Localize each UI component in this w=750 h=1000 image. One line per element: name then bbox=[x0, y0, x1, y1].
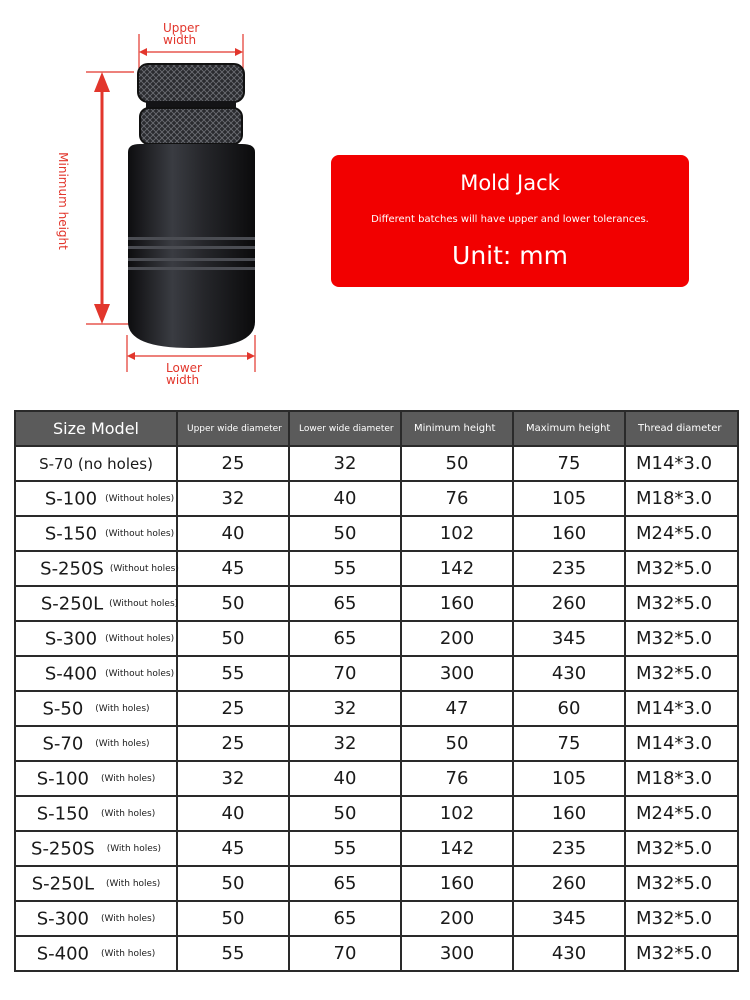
model-cell bbox=[15, 936, 177, 971]
header-thread-diameter: Thread diameter bbox=[625, 411, 738, 446]
model-note: (With holes) bbox=[101, 773, 156, 784]
table-row bbox=[15, 796, 738, 831]
table-row bbox=[15, 761, 738, 796]
model-cell bbox=[15, 866, 177, 901]
thread-cell: M14*3.0 bbox=[625, 691, 738, 726]
product-illustration bbox=[0, 0, 320, 400]
model-name: S-250S bbox=[31, 838, 95, 860]
upper-cell: 55 bbox=[177, 656, 289, 691]
lower-cell: 65 bbox=[289, 901, 401, 936]
header-size-model: Size Model bbox=[15, 411, 177, 446]
min-cell: 300 bbox=[401, 936, 513, 971]
mold-jack-drawing bbox=[0, 0, 320, 400]
model-name: S-250S bbox=[40, 558, 104, 580]
lower-cell: 65 bbox=[289, 586, 401, 621]
table-row bbox=[15, 831, 738, 866]
model-note: (With holes) bbox=[106, 843, 161, 854]
min-cell: 47 bbox=[401, 691, 513, 726]
table-row bbox=[15, 516, 738, 551]
max-cell: 345 bbox=[513, 901, 625, 936]
lower-cell: 70 bbox=[289, 936, 401, 971]
table-row bbox=[15, 691, 738, 726]
model-cell bbox=[15, 516, 177, 551]
model-name: S-300 bbox=[36, 908, 89, 930]
spec-table bbox=[14, 410, 739, 972]
model-name: S-70 (no holes) bbox=[39, 455, 153, 473]
lower-cell: 65 bbox=[289, 621, 401, 656]
tolerance-note: Different batches will have upper and lower tolerances. bbox=[371, 214, 649, 225]
model-cell bbox=[15, 551, 177, 586]
table-row bbox=[15, 901, 738, 936]
model-note: (Without holes) bbox=[109, 598, 179, 609]
model-cell bbox=[15, 446, 177, 481]
thread-cell: M32*5.0 bbox=[625, 551, 738, 586]
lower-cell: 32 bbox=[289, 726, 401, 761]
thread-cell: M24*5.0 bbox=[625, 516, 738, 551]
thread-cell: M24*5.0 bbox=[625, 796, 738, 831]
lower-cell: 65 bbox=[289, 866, 401, 901]
table-row bbox=[15, 621, 738, 656]
min-cell: 300 bbox=[401, 656, 513, 691]
thread-cell: M32*5.0 bbox=[625, 621, 738, 656]
lower-cell: 50 bbox=[289, 796, 401, 831]
max-cell: 260 bbox=[513, 866, 625, 901]
min-cell: 76 bbox=[401, 481, 513, 516]
max-cell: 430 bbox=[513, 936, 625, 971]
thread-cell: M32*5.0 bbox=[625, 901, 738, 936]
header-upper-diameter: Upper wide diameter bbox=[177, 411, 289, 446]
upper-cell: 40 bbox=[177, 516, 289, 551]
thread-cell: M14*3.0 bbox=[625, 446, 738, 481]
lower-cell: 40 bbox=[289, 761, 401, 796]
lower-cell: 32 bbox=[289, 446, 401, 481]
upper-cell: 32 bbox=[177, 481, 289, 516]
thread-cell: M32*5.0 bbox=[625, 831, 738, 866]
min-cell: 160 bbox=[401, 586, 513, 621]
upper-cell: 32 bbox=[177, 761, 289, 796]
min-cell: 160 bbox=[401, 866, 513, 901]
max-cell: 345 bbox=[513, 621, 625, 656]
model-note: (Without holes) bbox=[105, 528, 175, 539]
thread-cell: M18*3.0 bbox=[625, 761, 738, 796]
upper-cell: 25 bbox=[177, 726, 289, 761]
upper-width-label: Upper width bbox=[163, 21, 200, 47]
model-note: (Without holes) bbox=[105, 668, 175, 679]
lower-cell: 70 bbox=[289, 656, 401, 691]
min-cell: 200 bbox=[401, 621, 513, 656]
header-maximum-height: Maximum height bbox=[513, 411, 625, 446]
thread-cell: M32*5.0 bbox=[625, 936, 738, 971]
max-cell: 260 bbox=[513, 586, 625, 621]
upper-cell: 25 bbox=[177, 446, 289, 481]
table-row bbox=[15, 586, 738, 621]
model-note: (With holes) bbox=[95, 703, 150, 714]
model-cell bbox=[15, 831, 177, 866]
upper-cell: 50 bbox=[177, 586, 289, 621]
upper-cell: 45 bbox=[177, 831, 289, 866]
model-cell bbox=[15, 621, 177, 656]
min-cell: 50 bbox=[401, 726, 513, 761]
upper-cell: 50 bbox=[177, 621, 289, 656]
max-cell: 60 bbox=[513, 691, 625, 726]
model-name: S-70 bbox=[42, 733, 84, 755]
model-note: (Without holes) bbox=[105, 493, 175, 504]
model-name: S-250L bbox=[40, 593, 104, 615]
model-cell bbox=[15, 656, 177, 691]
product-title: Mold Jack bbox=[460, 171, 560, 195]
upper-cell: 45 bbox=[177, 551, 289, 586]
model-note: (Without holes) bbox=[105, 633, 175, 644]
min-cell: 142 bbox=[401, 551, 513, 586]
max-cell: 430 bbox=[513, 656, 625, 691]
max-cell: 105 bbox=[513, 481, 625, 516]
header-lower-diameter: Lower wide diameter bbox=[289, 411, 401, 446]
upper-cell: 40 bbox=[177, 796, 289, 831]
table-header-row bbox=[15, 411, 738, 446]
table-row bbox=[15, 656, 738, 691]
max-cell: 160 bbox=[513, 516, 625, 551]
min-cell: 76 bbox=[401, 761, 513, 796]
min-cell: 50 bbox=[401, 446, 513, 481]
thread-cell: M32*5.0 bbox=[625, 656, 738, 691]
max-cell: 105 bbox=[513, 761, 625, 796]
model-name: S-100 bbox=[36, 768, 89, 790]
table-row bbox=[15, 446, 738, 481]
upper-cell: 55 bbox=[177, 936, 289, 971]
table-row bbox=[15, 936, 738, 971]
model-name: S-400 bbox=[44, 663, 98, 685]
model-note: (With holes) bbox=[101, 948, 156, 959]
model-name: S-100 bbox=[44, 488, 98, 510]
model-name: S-50 bbox=[42, 698, 84, 720]
max-cell: 235 bbox=[513, 831, 625, 866]
model-cell bbox=[15, 691, 177, 726]
upper-cell: 50 bbox=[177, 866, 289, 901]
lower-cell: 55 bbox=[289, 831, 401, 866]
model-name: S-300 bbox=[44, 628, 98, 650]
thread-cell: M14*3.0 bbox=[625, 726, 738, 761]
table-row bbox=[15, 551, 738, 586]
model-note: (With holes) bbox=[101, 808, 156, 819]
lower-cell: 50 bbox=[289, 516, 401, 551]
thread-cell: M32*5.0 bbox=[625, 866, 738, 901]
model-note: (With holes) bbox=[106, 878, 161, 889]
unit-label: Unit: mm bbox=[452, 241, 568, 270]
table-row bbox=[15, 481, 738, 516]
model-cell bbox=[15, 761, 177, 796]
model-note: (With holes) bbox=[95, 738, 150, 749]
min-cell: 200 bbox=[401, 901, 513, 936]
model-cell bbox=[15, 901, 177, 936]
model-name: S-150 bbox=[36, 803, 89, 825]
minimum-height-label: Minimum height bbox=[56, 152, 70, 250]
thread-cell: M18*3.0 bbox=[625, 481, 738, 516]
min-cell: 102 bbox=[401, 516, 513, 551]
thread-cell: M32*5.0 bbox=[625, 586, 738, 621]
model-cell bbox=[15, 586, 177, 621]
header-minimum-height: Minimum height bbox=[401, 411, 513, 446]
model-cell bbox=[15, 796, 177, 831]
max-cell: 75 bbox=[513, 446, 625, 481]
model-name: S-150 bbox=[44, 523, 98, 545]
upper-cell: 25 bbox=[177, 691, 289, 726]
lower-cell: 32 bbox=[289, 691, 401, 726]
min-cell: 102 bbox=[401, 796, 513, 831]
lower-cell: 55 bbox=[289, 551, 401, 586]
max-cell: 235 bbox=[513, 551, 625, 586]
model-note: (With holes) bbox=[101, 913, 156, 924]
max-cell: 160 bbox=[513, 796, 625, 831]
lower-cell: 40 bbox=[289, 481, 401, 516]
info-panel bbox=[331, 155, 689, 287]
model-cell bbox=[15, 481, 177, 516]
table-row bbox=[15, 726, 738, 761]
table-row bbox=[15, 866, 738, 901]
min-cell: 142 bbox=[401, 831, 513, 866]
max-cell: 75 bbox=[513, 726, 625, 761]
model-note: (Without holes) bbox=[109, 563, 179, 574]
model-name: S-250L bbox=[31, 873, 95, 895]
model-name: S-400 bbox=[36, 943, 89, 965]
lower-width-label: Lower width bbox=[166, 361, 202, 387]
model-cell bbox=[15, 726, 177, 761]
upper-cell: 50 bbox=[177, 901, 289, 936]
